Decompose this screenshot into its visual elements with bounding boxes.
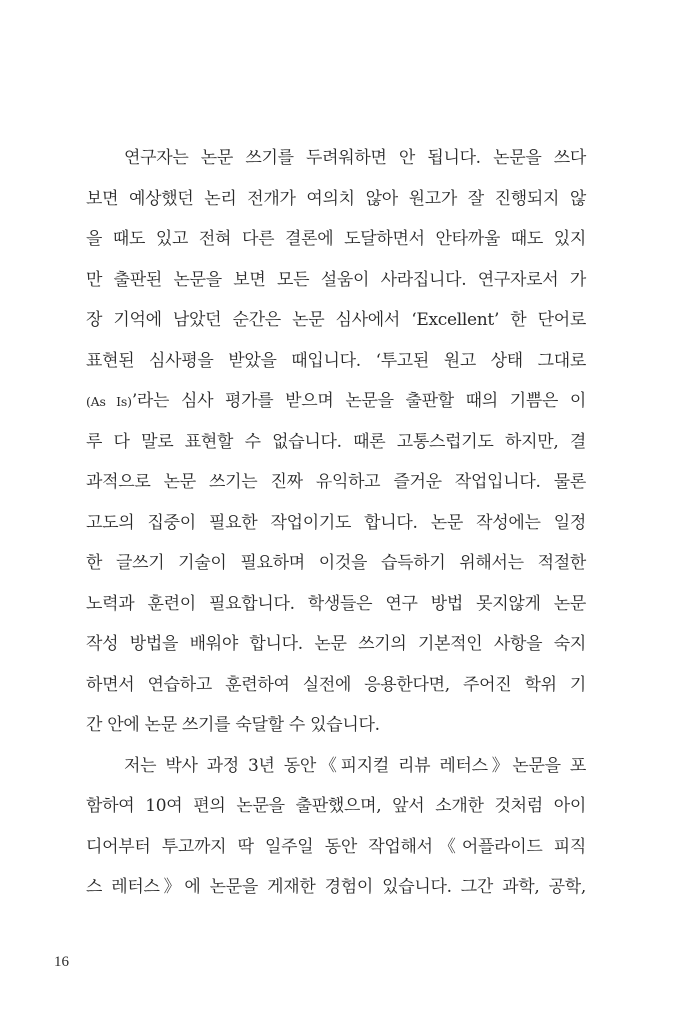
paragraph-1-line-5: 장 기억에 남았던 순간은 논문 심사에서 ‘Excellent’ 한 단어로: [86, 310, 586, 330]
paragraph-1-line-7: [86, 385, 586, 426]
paragraph-1-line-15: 간 안에 논문 쓰기를 숙달할 수 있습니다.: [86, 715, 380, 735]
paragraph-2-line-3: 디어부터 투고까지 딱 일주일 동안 작업해서《어플라이드 피직: [86, 836, 586, 857]
paragraph-1-line-9: 과적으로 논문 쓰기는 진짜 유익하고 즐거운 작업입니다. 물론: [86, 472, 586, 492]
paragraph-1-line-12: 노력과 훈련이 필요합니다. 학생들은 연구 방법 못지않게 논문: [86, 593, 586, 614]
paragraph-1-line-7-text: ’라는 심사 평가를 받으며 논문을 출판할 때의 기쁨은 이: [131, 391, 587, 411]
paragraph-2-line-2: 함하여 10여 편의 논문을 출판했으며, 앞서 소개한 것처럼 아이: [86, 796, 586, 816]
paragraph-1-line-10: 고도의 집중이 필요한 작업이기도 합니다. 논문 작성에는 일정: [86, 512, 586, 533]
page-number: 16: [54, 954, 69, 970]
as-is-parenthetical: (As Is): [86, 394, 132, 409]
paragraph-2-line-1: 저는 박사 과정 3년 동안《피지컬 리뷰 레터스》논문을 포: [124, 755, 586, 776]
paragraph-1-line-2: 보면 예상했던 논리 전개가 여의치 않아 원고가 잘 진행되지 않: [86, 188, 586, 209]
paragraph-1-line-1: 연구자는 논문 쓰기를 두려워하면 안 됩니다. 논문을 쓰다: [124, 148, 586, 168]
paragraph-1-line-8: 루 다 말로 표현할 수 없습니다. 때론 고통스럽기도 하지만, 결: [86, 431, 586, 452]
body-text: [86, 142, 586, 912]
paragraph-1-line-6: 표현된 심사평을 받았을 때입니다. ‘투고된 원고 상태 그대로: [86, 350, 586, 371]
paragraph-1-line-11: 한 글쓰기 기술이 필요하며 이것을 습득하기 위해서는 적절한: [86, 553, 586, 573]
paragraph-1-line-4: 만 출판된 논문을 보면 모든 설움이 사라집니다. 연구자로서 가: [86, 269, 586, 290]
paragraph-1-line-3: 을 때도 있고 전혀 다른 결론에 도달하면서 안타까울 때도 있지: [86, 229, 586, 249]
paragraph-2-line-4: 스 레터스》에 논문을 게재한 경험이 있습니다. 그간 과학, 공학,: [86, 877, 586, 897]
paragraph-1-line-13: 작성 방법을 배워야 합니다. 논문 쓰기의 기본적인 사항을 숙지: [86, 634, 586, 654]
paragraph-1-line-14: 하면서 연습하고 훈련하여 실전에 응용한다면, 주어진 학위 기: [86, 674, 586, 695]
